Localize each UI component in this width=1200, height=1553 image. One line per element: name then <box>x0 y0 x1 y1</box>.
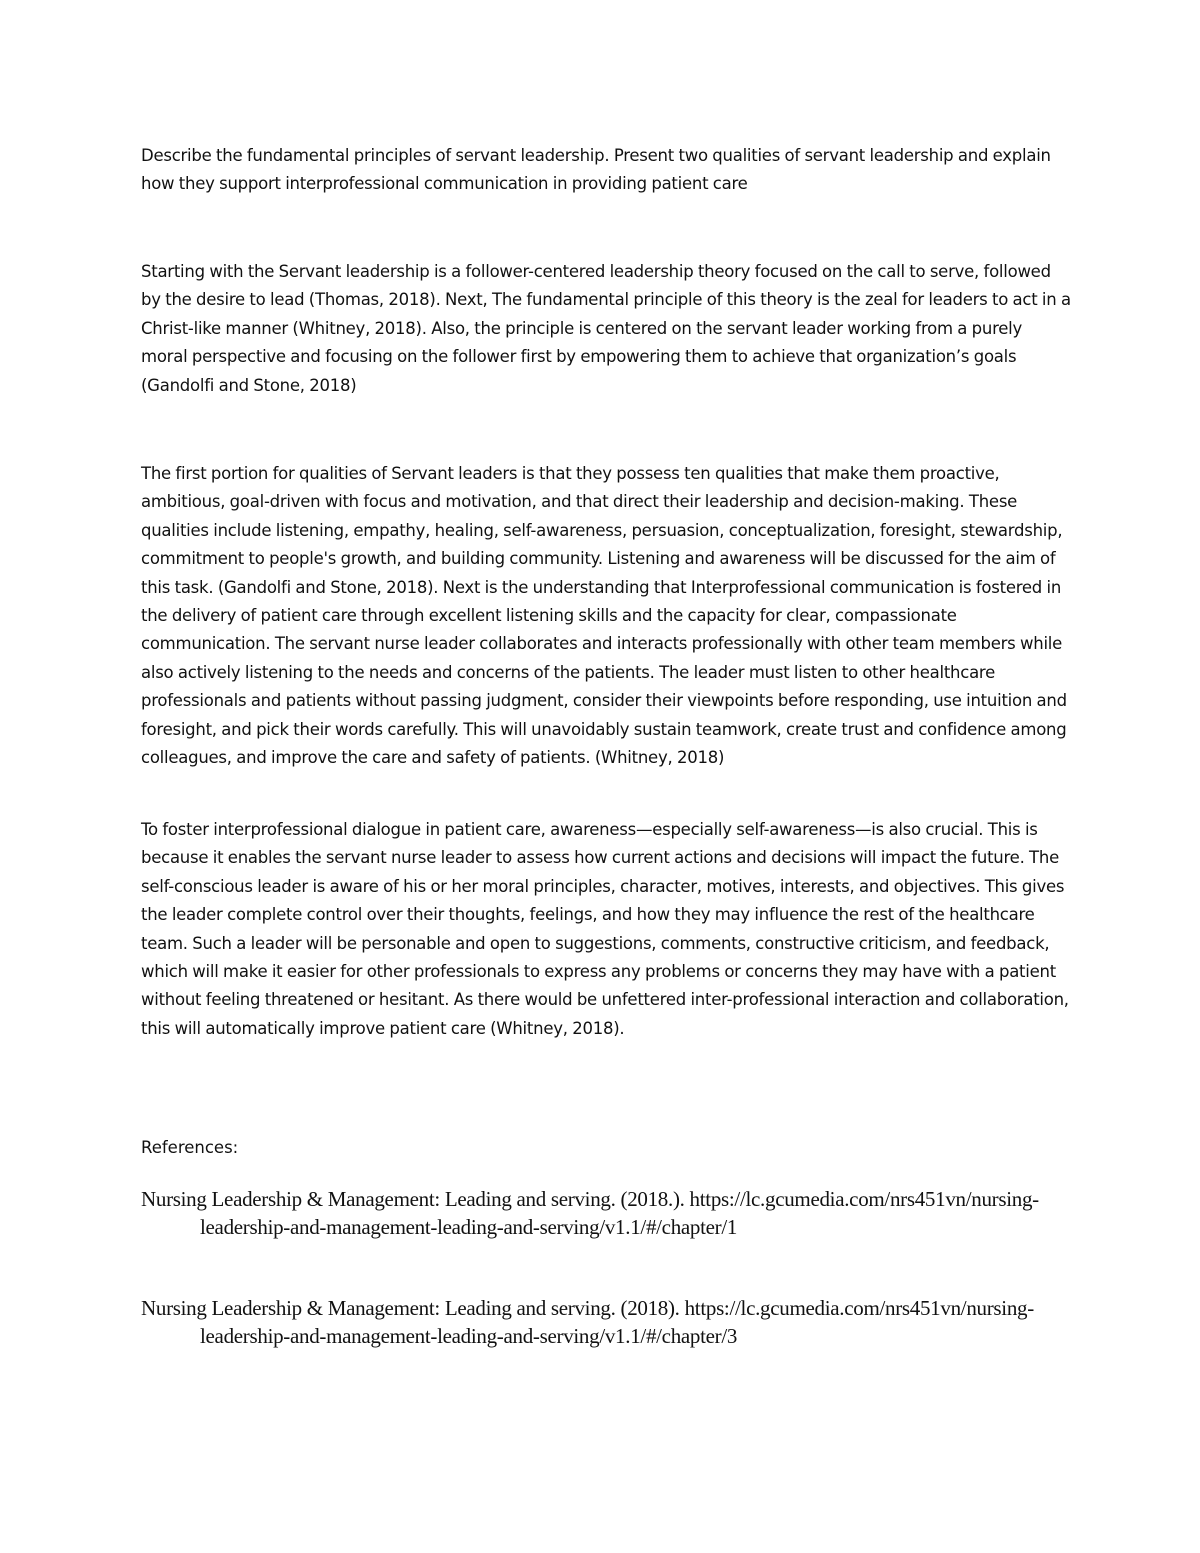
reference-entry <box>141 1295 1080 1350</box>
paragraph-principles: Starting with the Servant leadership is a follower-centered leadership theory focused on the call to serve, followed by the desire to lead (Thomas, 2018). Next, The fundamental principle of this theory is the zeal for leaders to act in a Christ-like manner (Whitney, 2018). Also, the principle is centered on the servant leader working from a purely moral perspective and focusing on the follower first by empowering them to achieve that organization’s goals (Gandolfi and Stone, 2018) <box>141 262 1071 395</box>
references-heading: References: <box>141 1138 239 1157</box>
reference-url: https://lc.gcumedia.com/nrs451vn/nursing-leadership-and-management-leading-and-serving/v1.1/#/chapter/3 <box>200 1296 1034 1348</box>
reference-citation: Nursing Leadership & Management: Leading and serving. (2018). <box>141 1296 680 1320</box>
reference-url: https://lc.gcumedia.com/nrs451vn/nursing-leadership-and-management-leading-and-serving/v1.1/#/chapter/1 <box>200 1187 1039 1239</box>
reference-entry <box>141 1186 1080 1241</box>
assignment-question: Describe the fundamental principles of servant leadership. Present two qualities of servant leadership and explain how they support interprofessional communication in providing patient care <box>141 146 1051 194</box>
reference-citation: Nursing Leadership & Management: Leading and serving. (2018.). <box>141 1187 685 1211</box>
paragraph-awareness: To foster interprofessional dialogue in patient care, awareness—especially self-awareness—is also crucial. This is because it enables the servant nurse leader to assess how current actions and decisions will impact the future. The self-conscious leader is aware of his or her moral principles, character, motives, interests, and objectives. This gives the leader complete control over their thoughts, feelings, and how they may influence the rest of the healthcare team. Such a leader will be personable and open to suggestions, comments, constructive criticism, and feedback, which will make it easier for other professionals to express any problems or concerns they may have with a patient without feeling threatened or hesitant. As there would be unfettered inter-professional interaction and collaboration, this will automatically improve patient care (Whitney, 2018). <box>141 820 1069 1038</box>
paragraph-qualities-listening: The first portion for qualities of Servant leaders is that they possess ten qualities that make them proactive, ambitious, goal-driven with focus and motivation, and that direct their leadership and decision-making. These qualities include listening, empathy, healing, self-awareness, persuasion, conceptualization, foresight, stewardship, commitment to people's growth, and building community. Listening and awareness will be discussed for the aim of this task. (Gandolfi and Stone, 2018). Next is the understanding that Interprofessional communication is fostered in the delivery of patient care through excellent listening skills and the capacity for clear, compassionate communication. The servant nurse leader collaborates and interacts professionally with other team members while also actively listening to the needs and concerns of the patients. The leader must listen to other healthcare professionals and patients without passing judgment, consider their viewpoints before responding, use intuition and foresight, and pick their words carefully. This will unavoidably sustain teamwork, create trust and confidence among colleagues, and improve the care and safety of patients. (Whitney, 2018) <box>141 464 1067 768</box>
